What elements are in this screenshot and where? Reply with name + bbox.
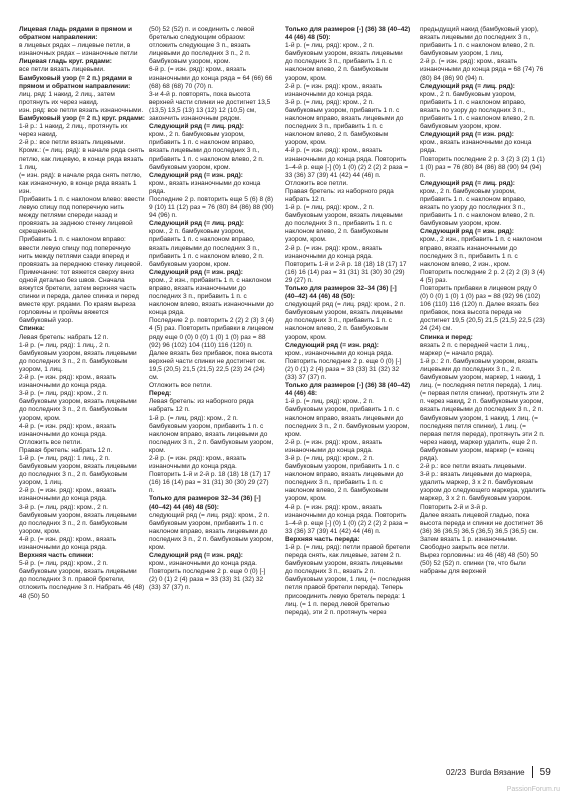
section-heading: Только для размеров [-] (36) 38 (40–42) 44 (46) 48: [285,382,413,398]
paragraph: в лицевых рядах – лицевые петли, в изнаночных рядах – изнаночные петли [19,42,138,58]
paragraph: Последние 2 р. повторить 2 (2) 2 (3) 3 (4) 4 (5) раз. Повторить прибавки в лицевом ряду еще 0 (0) 0 (0) 1 (0) 1 (0) раз = 88 (92) 96 (102) 104 (110) 116 (120) п. [149,317,276,349]
paragraph: 2-й р. (= изн. ряд): кром., вязать изнаночными до конца ряда. [285,244,384,260]
paragraph: Прибавить 1 п. с наклоном влево: ввести левую спицу под поперечную нить между петлями спереди назад и провязать за заднюю стенку лицевой скрещенной. [19,195,147,236]
paragraph: Правая бретель: набрать 12 п. [19,446,113,454]
watermark: PassionForum.ru [506,786,560,793]
paragraph: кром., изнаночными до конца ряда. Повторить последние 2 р. еще 0 (0) [-] (2) 0 (1) 2 (4) раза = 33 (33) 31 (32) 32 (33) 37 (37) п. [149,560,268,592]
paragraph: Повторить 1-й и 2-й р. 18 (18) 18 (17) 17 (16) 16 (14) раз = 31 (31) 30 (30) 29 (27) п. [149,471,273,495]
text-column-2 [149,26,275,593]
page-footer [446,766,551,778]
paragraph: Отложить все петли. [19,438,82,446]
paragraph: кром., 2 п. бамбуковым узором, прибавить 1 п. с наклоном вправо, вязать лицевыми до последних 3 п., прибавить 1 п. с наклоном влево, 2 п. бамбуковым узором, кром. [149,131,266,171]
paragraph: 6-й р. (= изн. ряд): кром., вязать изнаночными до конца ряда = 64 (66) 66 (68) 68 (68) 70 (70) п. [149,66,275,90]
paragraph: предыдущий накид (бамбуковый узор), вязать лицевыми до последних 3 п., прибавить 1 п. с наклоном влево, 2 п. бамбуковым узором, 1 лиц. [420,26,541,58]
paragraph: 2-й р. (= изн. ряд): кром., вязать изнаночными до конца ряда. [149,454,248,471]
section-heading: Следующий ряд (= изн. ряд): [420,228,514,236]
section-heading: Следующий ряд (= лиц. ряд): [149,123,244,131]
section-heading: Лицевая гладь круг. рядами: [19,58,112,66]
section-heading: Спинка: [19,325,45,333]
paragraph: 2-й р. (= изн. ряд): кром., вязать изнаночными до конца ряда. [285,438,384,454]
paragraph: следующий ряд (= лиц. ряд): кром., 2 п. бамбуковым узором, вязать лицевыми до последних 3 п., прибавить 1 п. с наклоном влево, 2 п. бамбуковым узором, кром. [285,301,408,341]
paragraph: кром., 2 п. бамбуковым узором, прибавить 1 п. с наклоном вправо, вязать по узору до последних 3 п., прибавить 1 п. с наклоном влево, 2 п. бамбуковым узором, кром. [420,187,537,228]
section-heading: Только для размеров 32–34 (36) [-] (40–42) 44 (46) 48 (50): [149,495,263,511]
section-heading: Бамбуковый узор (= 2 п.) рядами в прямом и обратном направлении: [19,74,134,90]
paragraph: Повторить 2-й и 3-й р. [420,503,488,511]
paragraph: Вырез горловины: из 46 (48) 48 (50) 50 (50) 52 (52) п. спинки (те, что были набраны для верхней [420,552,540,576]
paragraph: 1-й р. (= лиц. ряд): кром., 2 п. бамбуковым узором, вязать лицевыми до последних 3 п., прибавить 1 п. с наклоном влево, 2 п. бамбуковым узором, кром. [285,204,405,244]
paragraph: (= изн. ряд): в начале ряда снять петлю, как изнаночную, в конце ряда вязать 1 изн. [19,171,144,195]
paragraph: 2-й р.: все петли вязать лицевыми. [420,463,527,471]
paragraph: 1-й р. (= лиц. ряд): кром., 2 п. бамбуковым узором, прибавить 1 п. с наклоном вправо, вязать лицевыми до последних 3 п., 2 п. бамбуковым узором, кром. [149,414,275,454]
paragraph: Последние 2 р. повторить еще 5 (6) 8 (8) 9 (10) 11 (12) раз = 76 (80) 84 (86) 88 (90) 94 (96) п. [149,195,276,220]
paragraph: Отложить все петли. [285,179,348,187]
paragraph: 1-й р. (= лиц. ряд): кром., 2 п. бамбуковым узором, вязать лицевыми до последних 3 п., прибавить 1 п. с наклоном влево, 2 п. бамбуковым узором, кром. [285,42,405,82]
paragraph: 5-й р. (= лиц. ряд): кром., 2 п. бамбуковым узором, вязать лицевыми до последних 3 п. правой бретели, отложить последние 3 п. Набрать 46 (48) 48 (50) 50 [19,560,147,600]
section-heading: Следующий ряд (= изн. ряд): [420,131,514,139]
paragraph: кром., 2 изн., прибавить 1 п. с наклоном вправо, вязать изнаночными до последних 3 п., прибавить 1 п. с наклоном влево, 2 изн., кром. [420,236,544,268]
section-heading: Только для размеров 32–34 (36) [-] (40–42) 44 (46) 48 (50): [285,285,399,301]
paragraph: изн. ряд: все петли вязать изнаночными. [19,106,144,114]
section-heading: Следующий ряд (= лиц. ряд): [420,179,515,187]
paragraph: кром., 2 п. бамбуковым узором, прибавить 1 п. с наклоном вправо, вязать лицевыми до последних 3 п., прибавить 1 п. с наклоном влево, 2 п. бамбуковым узором, кром. [149,228,266,268]
brand-label: Burda Вязание [470,767,525,777]
paragraph: 4-й р. (= изн. ряд): кром., вязать изнаночными до конца ряда. [19,535,118,551]
paragraph: Примечание: тот вяжется сверху вниз одной деталью без швов. Сначала вяжутся бретели, затем верхняя часть спинки и переда, далее спинка и перед вместе круг. рядами. По краям выреза горловины и проймы вяжется бамбуковый узор. [19,268,141,325]
paragraph: следующий ряд (= лиц. ряд): кром., 2 п. бамбуковым узором, прибавить 1 п. с наклоном вправо, вязать лицевыми до последних 3 п., 2 п. бамбуковым узором, кром. [149,511,275,551]
paragraph: кром., вязать изнаночными до конца ряда. [420,139,534,155]
paragraph: Повторить прибавки в лицевом ряду 0 (0) 0 (0) 1 (0) 1 (0) раз = 88 (92) 96 (102) 106 (110) 116 (120) п. Далее вязать без прибавок, пока высота переда не достигнет 19,5 (20,5) 21,5 (21,5) 22,5 (23) 24 (24) см. [420,285,547,333]
paragraph: 3-й р. (= лиц. ряд): кром., 2 п. бамбуковым узором, вязать лицевыми до последних 3 п., 2 п. бамбуковым узором, кром. [19,390,139,422]
paragraph: Повторить последние 2 р. 3 (2) 3 (2) 1 (1) 1 (0) раз = 76 (80) 84 (86) 88 (90) 94 (94) п. [420,155,547,179]
paragraph: 4-й р. (= изн. ряд): кром., вязать изнаночными до конца ряда. Повторить 1–4-й р. еще [-] (0) 1 (0) (2) 2 (2) 2 раза = 33 (36) 37 (39) 41 (42) 44 (46) п. [285,503,410,535]
paragraph: 2-й р. (= изн. ряд): кром., вязать изнаночными до конца ряда = 68 (74) 76 (80) 84 (86) 90 (94) п. [420,58,546,82]
paragraph: Левая бретель: из наборного ряда набрать 12 п. [149,398,256,414]
paragraph: (50) 52 (52) п. и соединить с левой бретелью следующим образом: отложить следующие 3 п., вязать лицевыми до последних 3 п., 2 п. бамбуковым узором, кром. [149,26,257,66]
section-heading: Следующий ряд (= изн. ряд): [285,341,379,349]
paragraph: 1-й р.: 1 накид, 2 лиц., протянуть их через накид. [19,123,130,139]
section-heading: Следующий ряд (= изн. ряд): [149,268,243,276]
paragraph: кром., 2 п. бамбуковым узором, прибавить 1 п. с наклоном вправо, вязать по узору до последних 3 п., прибавить 1 п. с наклоном влево, 2 п. бамбуковым узором, кром. [420,90,537,131]
section-heading: Верхняя часть спинки: [19,552,94,560]
paragraph: лиц. ряд: 1 накид, 2 лиц., затем протянуть их через накид. [19,90,117,106]
paragraph: Левая бретель: набрать 12 п. [19,333,109,341]
paragraph: Повторить 1-й и 2-й р. 18 (18) 18 (17) 17 (16) 16 (14) раз = 31 (31) 31 (30) 30 (29) 29 (27) п. [285,260,409,284]
section-heading: Следующий ряд (= изн. ряд): [149,171,243,179]
section-heading: Лицевая гладь рядами в прямом и обратном направлении: [19,26,134,42]
page-number: 59 [539,766,551,778]
paragraph: все петли вязать лицевыми. [19,66,105,74]
section-heading: Спинка и перед: [420,333,473,341]
paragraph: вязать 2 п. с передней части 1 лиц., маркер (= начало ряда). [420,341,532,357]
paragraph: 2-й р.: все петли вязать лицевыми. [19,139,126,147]
paragraph: 3-и 4-й р. повторять, пока высота верхней части спинки не достигнет 13,5 (13,5) 13,5 (13) 13 (12) 12 (10,5) см, закончить изнаночным рядом. [149,90,273,123]
text-column-4 [420,26,546,576]
paragraph: 3-й р. (= лиц. ряд): кром., 2 п. бамбуковым узором, прибавить 1 п. с наклоном вправо, вязать лицевыми до последних 3 п., прибавить 1 п. с наклоном влево, 2 п. бамбуковым узором, кром. [285,98,406,147]
paragraph: 1-й р. (= лиц. ряд): 1 лиц., 2 п. бамбуковым узором, вязать лицевыми до последних 3 п., 2 п. бамбуковым узором, 1 лиц. [19,341,139,373]
paragraph: кром., изнаночными до конца ряда. Повторить последние 2 р. еще 0 (0) [-] (2) 0 (1) 2 (4) раза = 33 (33) 31 (32) 32 (33) 37 (37) п. [285,349,404,382]
paragraph: 3-й р. (= лиц. ряд): кром., 2 п. бамбуковым узором, вязать лицевыми до последних 3 п., 2 п. бамбуковым узором, кром. [19,503,139,535]
section-heading: Перед: [149,390,172,398]
text-column-3 [285,26,411,617]
section-heading: Следующий ряд (= лиц. ряд): [149,220,244,228]
paragraph: Кромк.: (= лиц. ряд): в начале ряда снять петлю, как лицевую, в конце ряда вязать 1 лиц. [19,147,147,171]
text-column-1 [19,26,145,601]
paragraph: 3-й р.: вязать лицевыми до маркера, удалить маркер, 3 х 2 п. бамбуковым узором до следующего маркера, удалить маркер, 3 х 2 п. бамбуковым узором. [420,471,548,503]
paragraph: 3-й р. (= лиц. ряд): кром., 2 п. бамбуковым узором, прибавить 1 п. с наклоном вправо, вязать лицевыми до последних 3 п., прибавить 1 п. с наклоном влево, 2 п. бамбуковым узором, кром. [285,454,406,503]
section-heading: Следующий ряд (= изн. ряд): [149,552,243,560]
paragraph: Правая бретель: из наборного ряда набрать 12 п. [285,187,396,203]
paragraph: 2-й р. (= изн. ряд): кром., вязать изнаночными до конца ряда. [285,82,384,98]
section-heading: Верхняя часть переда: [285,535,360,543]
section-heading: Только для размеров [-] (36) 38 (40–42) 44 (46) 48 (50): [285,26,413,42]
paragraph: 2-й р. (= изн. ряд): кром., вязать изнаночными до конца ряда. [19,487,118,503]
issue-label: 02/23 [446,767,467,777]
paragraph: 1-й р. (= лиц. ряд): петли правой бретели переда снять, как лицевые, затем 2 п. бамбуковым узором, вязать лицевыми до последних 3 п., вязать 2 п. бамбуковым узором, 1 лиц. (= последняя петля правой бретели переда). Теперь присоединить левую бретель переда: 1 лиц. (= 1 п. перед левой бретелью переда), эти 2 п. протянуть через [285,544,413,616]
paragraph: 1-й р. (= лиц. ряд): 1 лиц., 2 п. бамбуковым узором, вязать лицевыми до последних 3 п., 2 п. бамбуковым узором, 1 лиц. [19,454,139,487]
section-heading: Следующий ряд (= лиц. ряд): [420,82,515,90]
paragraph: кром., вязать изнаночными до конца ряда. [149,179,263,195]
section-heading: Бамбуковый узор (= 2 п.) круг. рядами: [19,115,145,123]
paragraph: Отложить все петли. [149,382,212,390]
paragraph: 2-й р. (= изн. ряд): кром., вязать изнаночными до конца ряда. [19,374,118,390]
footer-divider [532,766,533,778]
paragraph: Прибавить 1 п. с наклоном вправо: ввести левую спицу под поперечную нить между петлями сзади вперед и провязать за переднюю стенку лицевой. [19,236,143,268]
paragraph: 4-й р. (= изн. ряд): кром., вязать изнаночными до конца ряда. [19,422,118,438]
paragraph: 1-й р.: 2 п. бамбуковым узором, вязать лицевыми до последних 3 п., 2 п. бамбуковым узором, маркер, 1 накид, 1 лиц. (= последняя петля переда), 1 лиц. (= первая петля спинки), протянуть эти 2 п. через накид, 2 п. бамбуковым узором, вязать лицевыми до последних 3 п., 2 п. бамбуковым узором, 1 накид, 1 лиц. (= последняя петля спинки), 1 лиц. (= первая петля переда), протянуть эти 2 п. через накид, маркер удалить, еще 2 п. бамбуковым узором, маркер (= конец ряда). [420,357,547,462]
paragraph: 1-й р. (= лиц. ряд): кром., 2 п. бамбуковым узором, прибавить 1 п. с наклоном вправо, вязать лицевыми до последних 3 п., 2 п. бамбуковым узором, кром. [285,398,411,438]
paragraph: Далее вязать без прибавок, пока высота верхней части спинки не достигнет ок. 19,5 (20,5) 21,5 (21,5) 22,5 (23) 24 (24) см. [149,349,275,382]
paragraph: кром., 2 изн., прибавить 1 п. с наклоном вправо, вязать изнаночными до последних 3 п., прибавить 1 п. с наклоном влево, вязать изнаночными до конца ряда. [149,276,276,317]
paragraph: Повторить последние 2 р. 2 (2) 2 (3) 3 (4) 4 (5) раз. [420,268,547,284]
paragraph: Далее вязать лицевой гладью, пока высота переда и спинки не достигнет 36 (36) 36 (36,5) 36,5 (36,5) 36,5 (36,5) см. Затем вязать 1 р. изнаночными. Свободно закрыть все петли. [420,511,545,551]
paragraph: 4-й р. (= изн. ряд): кром., вязать изнаночными до конца ряда. Повторить 1–4-й р. еще [-] (0) 1 (0) (2) 2 (2) 2 раза = 33 (36) 37 (39) 41 (42) 44 (46) п. [285,147,410,179]
